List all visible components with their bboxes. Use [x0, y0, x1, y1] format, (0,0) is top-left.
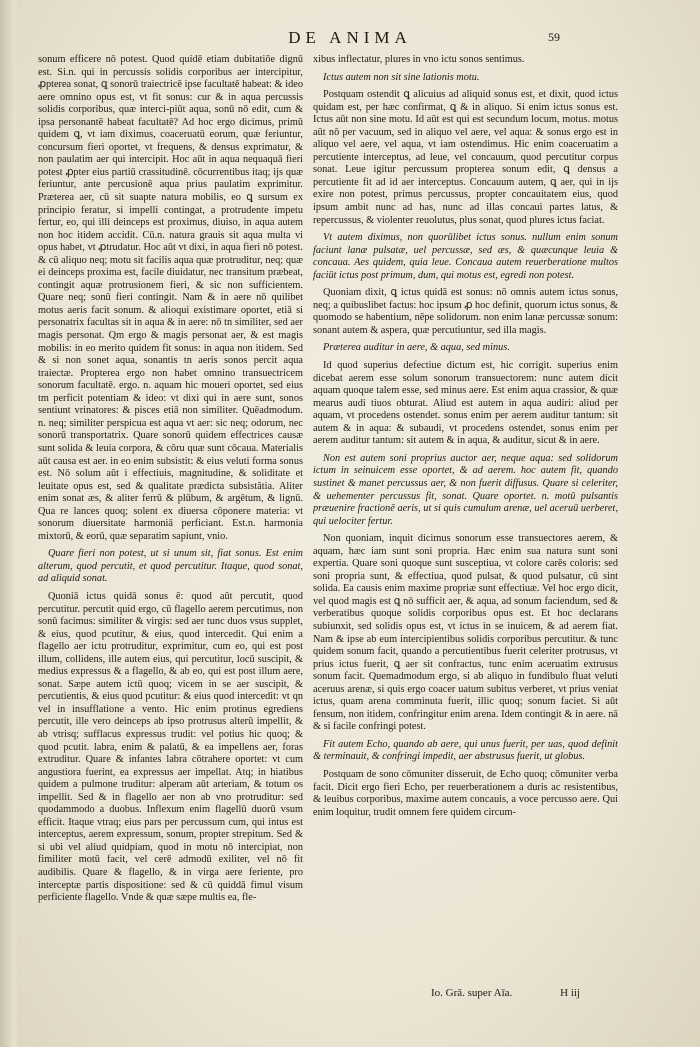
left-column [38, 54, 303, 1014]
commentary-paragraph: Postquam ostendit ꝗ alicuius ad aliquid sonus est, et dixit, quod ictus quidam est, per hæc confirmat, ꝗ & in aliquo. Si enim ictus sonus est. Ictus aūt non sine motu. Id aūt est qui est secundum locum, motus. motus aūt nō per vacuum, sed in aliquo vel aere, vel aqua: & sonus ergo est in aliquo vel aere, vel aqua, vt iam ostendimus. Hic enim coaceruatim a percutiente interceptus, ad leue, vel concauum, quod percutitur corpus sonat. Leue igitur percussum propterea sonum edit, ꝗ densus a percutiente fit ad id aer interceptus. Concauum autem, ꝗ aer, qui in ijs exire non potest, primus percussus, propter concauitatem eius, quod ipsum ambit nunc ad has, nunc ad illas concaui partes latus, & repercussus, & violenter reuolutus, plus sonat, quod plures ictus faciat. [313, 89, 618, 226]
commentary-paragraph: Id quod superius defectiue dictum est, hic corrigit. superius enim dicebat aerem esse solum sonorum transuectorem: nunc autem dicit aquam quoque talem esse, sed minus aere. Est enim aqua crassior, & quæ mearus audi tiuos obturat. Aliud est autem in aqua audiri: aliud per aquam, vt procedens ostendet. sonus enim per aerem auditur tantum: sit autem & in aqua: & subaudi, vt procedens ostendet, sonus enim per aerem auditur tantum: sit autem & in aqua, & auditur, sicut & in aere. [313, 360, 618, 447]
binding-gutter [0, 0, 18, 1047]
running-title: DE ANIMA [288, 28, 412, 47]
lemma-paragraph: Quare fieri non potest, ut si unum sit, fiat sonus. Est enim alterum, quod percutit, et quod percutitur. Itaque, quod sonat, ad aliquid sonat. [38, 548, 303, 585]
folio-number: 59 [548, 30, 560, 44]
page-footer [313, 987, 618, 1003]
commentary-paragraph: sonum efficere nō potest. Quod quidē etiam dubitatiōe dignū est. Si.n. qui in percussis solidis corporibus aer intercipitur, ꝓpterea sonat, ꝗ sonorū traiectricē ipse facultatē habeat: & ideo aere omnino opus est, vt fit sonus: cur & in aqua percussis solidis corporibus, quæ interci-piūt aqua, sonū nō edit, cum & ipsa personantē habeat facultatē? Ad hoc ergo dicimus, primū quidem ꝗ, vt iam diximus, coaceruatū eorum, quæ feriuntur, concursum fieri oportet, vt frequens, & densus exprimatur, & non paulatim aer qui intercipit. Hoc aūt in aqua nequaquā fieri potest ꝓpter eius partiū crassitudinē. cōcurrentibus itaq; ijs quæ feriuntur, ante percusionē aqua prius paulatim exprimitur. Præterea aer, cū sit suapte natura mobilis, eo ꝗ sursum ex principio feratur, si impelli contingat, a protrudente impetu fertur, eo, qui illi deinceps est proximus, diuiso, in aqua autem non hoc itidem accidit. Cū.n. natura grauis sit aqua multa vi opus habet, vt ꝓtrudatur. Hoc aūt vt dixi, in aqua fieri nō potest. & cū aliquo neq; motu sit facilis aqua quæ protruditur, neq; quæ ei deinceps proxima est, facile diuidatur, nec transitum præbeat, contingit aquæ protrusionem fieri, & sic non sufficientem. Quare neq; sonū fieri contingit. Nam & in aere nō quilibet motus aeris facit sonum. & alioqui existimare oportet, etiā si personatrix facultas sit in aqua & in aere: nō tn similiter, sed aer magis personat. Qm ergo & magis personat aer, & est magis mobilis: in eo merito quidem fit sonus: in aqua non itidem. Sed & si non sonet aqua, sonantis tn aeris sonos percit aqua traiectæ. Propterea ergo non habet omnino transuectricem sonorum facultatē. ergo. n. aquam hic moueri oportet, sed eius tm perficit potentiam & ideo: vt dixi qui in aere sunt, sonos sentiunt vrinatores: & pisces etiā non similiter. Quēadmodum. n. neq; similiter perspicua est aqua vt aer: sic neq; odorum, nec sonorū transportatrix. Quare sonorū quidem effectrices causæ sunt solida & leuia corpora, & cōru quæ sunt cōcaua. Materialis aūt causa est aer. in eo enim subsistit: & eius veluti forma sonus est. Nō solum aūt i effectiuis, magnitudine, & soliditate et leuitate opus est, sed & qualitate prædicta subsistātia. Aliter enim sonat æs, & aliter ferrū & plūbum, & argētum, & lignū. Qua re lances quoq; solent ex diuersa cōponere materia: vt sonorum diuersitate harmoniā perficiant. Est.n. harmonia mixtorū, & eorū, quæ separatim sapiunt, vnio. [38, 54, 303, 542]
lemma-paragraph: Fit autem Echo, quando ab aere, qui unus fuerit, per uas, quod definit & terminauit, & confringi impedit, aer abstrusus fuerit, ut globus. [313, 738, 618, 763]
commentary-paragraph: Quoniā ictus quidā sonus ē: quod aūt percutit, quod percutitur. percutit quid ergo, cū flagello aerem percutimus, non sonū facimus: similiter & virgis: sed aer tunc duos vsus supplet, & eius, quod pcutitur, & eius, quod intercedit. Qui enim a flagello aer ictu protruditur, exprimitur, cum eo, qui est post illum, collidens, ille autem eius, qui percutitur, locū suscipit, & medius expressus & a flagello, & ab eo, qui est post illum aere, sonat. Sæpe autem ictū quoq; vicem in se aer suscipit, & percutientis, & eius quod pcutitur: & eius quod intercedit: vt qn vel in insufflatione a vento. Hic enim protinus egrediens percutit, ille vero deinceps ab ipso protrusus alterū impellit, & ab vtrisq; sufflacus expressus trudit: vel potius hic quoq; & quod pcutit. labra, enim & palatū, & ea impellens aer, foras extruditur. Quare & infantes labra cōtrahere oportet: vt cum angustiora fuerint, ea expressus aer impellat. Atq; in hiatibus quidem a pulmone truditur: alperam aūt arteriam, & totum os impellit. Sed & in flagello aer non ab vno protruditur: sed quodammodo a duobus. Inflexum enim flagellū duorū vsum efficit. Itaque vtraq; eius pars per percussum cum, qui intus est interceptus, aerem expressum, sonum, propter strepitum. Sed & si ubi vel aliud quidpiam, quod in motu nō intercipiat, non fimiliter motū facit, vel cerē admodū exiliter, vel nō fit audibilis. Quare & flagello, & in virga aere feriente, pro interceptæ partis dispositione: sed & cū quiddā fimul visum perficiente flagello. Vnde & quæ sæpe multis ea, fle- [38, 590, 303, 904]
commentary-paragraph: Quoniam dixit, ꝗ ictus quidā est sonus: nō omnis autem ictus sonus, neq; a quibuslibet factus: hoc ipsum ꝓ hoc definit, quorum ictus sonus, & quomodo se habentium, nēpe solidorum. non enim lanæ percussæ sonum: sonant autem & aspera, quæ percutiuntur, sed illa magis. [313, 287, 618, 336]
lemma-paragraph: Non est autem soni proprius auctor aer, neque aqua: sed solidorum ictum in seinuicem esse oportet, & ad aerem. hoc autem fit, quando sustinet & manet percussus aer, & non fuerit diffusus. Quare si celeriter, & uehementer percussus fit, sonat. Quare oportet. n. motū pulsantis præuenire fractionē aeris, ut si quis cumulum arenæ, uel aceruū uerberet, qui uelociter fertur. [313, 452, 618, 527]
signature-mark: H iij [560, 987, 580, 999]
lemma-paragraph: Præterea auditur in aere, & aqua, sed minus. [323, 342, 510, 354]
commentary-paragraph: Non quoniam, inquit dicimus sonorum esse transuectores aerem, & aquam, hæc iam sunt soni propria. Hæc enim sua natura sunt soni expertia. Quare soni quoque sunt susceptiua, vt colore carēs coloris: sed soni propria sunt, & effectiua, quod pulsat, & quod pulsatur, cū sint solida. Ea causis enim maxime propriæ sunt effectiuæ. Vel hoc ergo dicit, vel quod magis est ꝗ nō sufficit aer, & aqua, ad sonum faciendum, sed & verberatibus quoque solidis corporibus opus est. Et hoc declarans subiunxit, sed solidis opus est, vt ictus in se inuicem, & ad aerem fiat. Nam & ipse ab eum intercipientibus solidis corporibus percutitur. & tunc quidem sonum facit, quando a percutientibus fuerit celeriter protrusus, vt prius ictus fuerit, ꝗ aer sit confractus, tunc enim aceruatim extrusus sonum facit. Quemadmodum ergo, si ab aliquo in fundibulo fluat veluti aceruus arenæ, si quis ergo coacer uatum subitus verberet, vt prius veniat ictus, quam arena comminuta fuerit, illic quoq; sonum faciet. Si aūt fensum, non itidem, confringitur enim arena. Idem contingit & in aere. nā & si facile confringi potest. [313, 533, 618, 733]
lemma-paragraph: Ictus autem non sit sine lationis motu. [323, 71, 480, 83]
running-head [200, 28, 560, 52]
right-column [313, 54, 618, 1014]
commentary-paragraph: xibus inflectatur, plures in vno ictu sonos sentimus. [313, 54, 525, 65]
lemma-paragraph: Vt autem diximus, non quorūlibet ictus sonus. nullum enim sonum faciunt lanæ pulsatæ, uel percussæ, sed æs, & quæcunque leuia & concaua. Aes quidem, quia leue. Concaua autem reuerberatione multos faciūt ictus post primum, dum, qui motus est, egredi non potest. [313, 232, 618, 281]
commentary-paragraph: Postquam de sono cōmuniter disseruit, de Echo quoq; cōmuniter verba facit. Dicit ergo fieri Echo, per reuerberationem a duris ac resistentibus, & leuibus corporibus, maxime autem concauis, a voce percusso aere. Qui enim loquitur, trudit omnem fere quidem circum- [313, 768, 618, 818]
footer-label: Io. Grā. super Aīa. [431, 987, 513, 999]
